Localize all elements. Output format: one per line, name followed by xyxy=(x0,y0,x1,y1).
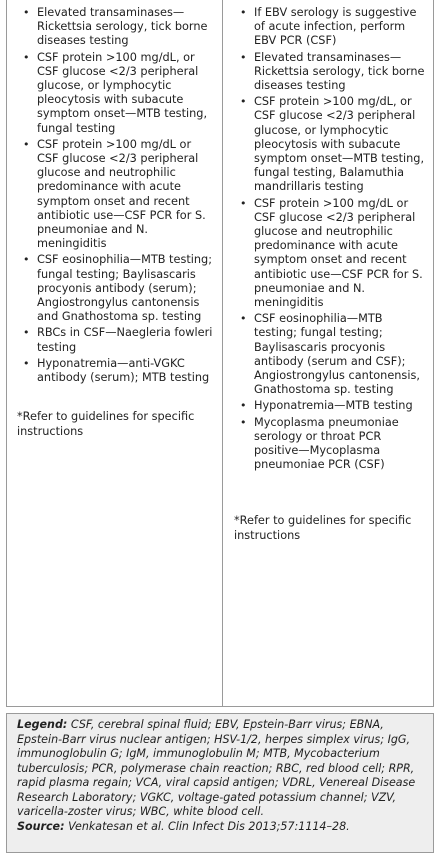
list-item-text: CSF protein >100 mg/dL, or CSF glucose <2/3 peripheral glucose, or lymphocytic pleocytosis with subacute symptom onset—MTB testing, fungal testing, Balamuthia mandrillaris testing xyxy=(254,95,425,194)
bullet-icon: • xyxy=(23,326,30,340)
list-item xyxy=(15,138,215,252)
column-divider xyxy=(222,0,223,706)
list-item xyxy=(232,399,428,413)
list-item xyxy=(15,6,215,49)
list-item xyxy=(15,253,215,324)
list-item xyxy=(232,416,428,473)
legend-text: CSF, cerebral spinal fluid; EBV, Epstein-Barr virus; EBNA, Epstein-Barr virus nuclear antigen; HSV-1/2, herpes simplex virus; IgG, immunoglobulin G; IgM, immunoglobulin M; MTB, Mycobacterium tuberculosis; PCR, polymerase chain reaction; RBC, red blood cell; RPR, rapid plasma regain; VCA, viral capsid antigen; VDRL, Venereal Disease Research Laboratory; VGKC, voltage-gated potassium channel; VZV, varicella-zoster virus; WBC, white blood cell. xyxy=(17,718,416,818)
bullet-icon: • xyxy=(240,95,247,109)
list-item-text: CSF protein >100 mg/dL or CSF glucose <2/3 peripheral glucose and neutrophilic predominance with acute symptom onset and recent antibiotic use—CSF PCR for S. pneumoniae and N. meningiditis xyxy=(254,196,423,310)
list-item-text: CSF protein >100 mg/dL, or CSF glucose <2/3 peripheral glucose, or lymphocytic pleocytosis with subacute symptom onset—MTB testing, fungal testing xyxy=(37,50,208,135)
list-item xyxy=(232,312,428,397)
bullet-icon: • xyxy=(23,356,30,370)
list-item xyxy=(15,326,215,354)
bullet-icon: • xyxy=(240,312,247,326)
guidelines-note: *Refer to guidelines for specific instructions xyxy=(17,410,195,439)
guidelines-table xyxy=(6,0,434,707)
list-item xyxy=(15,357,215,385)
source-label: Source: xyxy=(17,819,65,833)
list-item-text: RBCs in CSF—Naegleria fowleri testing xyxy=(37,326,213,354)
right-item-list xyxy=(232,6,428,473)
list-item-text: CSF eosinophilia—MTB testing; fungal testing; Baylisascaris procyonis antibody (serum and CSF); Angiostrongylus cantonensis, Gnathostoma sp. testing xyxy=(254,312,420,397)
bullet-icon: • xyxy=(23,137,30,151)
bullet-icon: • xyxy=(23,50,30,64)
list-item-text: Mycoplasma pneumoniae serology or throat PCR positive—Mycoplasma pneumoniae PCR (CSF) xyxy=(254,415,399,472)
list-item xyxy=(15,51,215,136)
bullet-icon: • xyxy=(240,415,247,429)
list-item-text: Hyponatremia—anti-VGKC antibody (serum); MTB testing xyxy=(37,356,210,385)
bullet-icon: • xyxy=(240,399,247,413)
guidelines-note: *Refer to guidelines for specific instructions xyxy=(234,513,412,542)
source-text: Venkatesan et al. Clin Infect Dis 2013;57:1114–28. xyxy=(68,819,350,833)
right-column xyxy=(232,6,428,543)
bullet-icon: • xyxy=(240,50,247,64)
bullet-icon: • xyxy=(23,253,30,267)
bullet-icon: • xyxy=(240,196,247,210)
list-item xyxy=(232,6,428,49)
list-item-text: CSF eosinophilia—MTB testing; fungal testing; Baylisascaris procyonis antibody (serum); Angiostrongylus cantonensis and Gnathostoma sp. testing xyxy=(37,253,213,324)
list-item-text: If EBV serology is suggestive of acute infection, perform EBV PCR (CSF) xyxy=(254,6,417,48)
legend-label: Legend: xyxy=(17,718,68,731)
list-item-text: Elevated transaminases—Rickettsia serology, tick borne diseases testing xyxy=(37,6,208,48)
left-item-list xyxy=(15,6,215,385)
list-item xyxy=(232,197,428,311)
list-item-text: Hyponatremia—MTB testing xyxy=(254,399,413,413)
list-item-text: Elevated transaminases—Rickettsia serology, tick borne diseases testing xyxy=(254,50,425,93)
legend-box xyxy=(6,713,434,853)
bullet-icon: • xyxy=(23,6,30,19)
bullet-icon: • xyxy=(240,6,247,19)
list-item-text: CSF protein >100 mg/dL or CSF glucose <2/3 peripheral glucose and neutrophilic predominance with acute symptom onset and recent antibiotic use—CSF PCR for S. pneumoniae and N. meningiditis xyxy=(37,137,206,251)
list-item xyxy=(232,95,428,194)
left-column xyxy=(15,6,215,439)
list-item xyxy=(232,51,428,94)
